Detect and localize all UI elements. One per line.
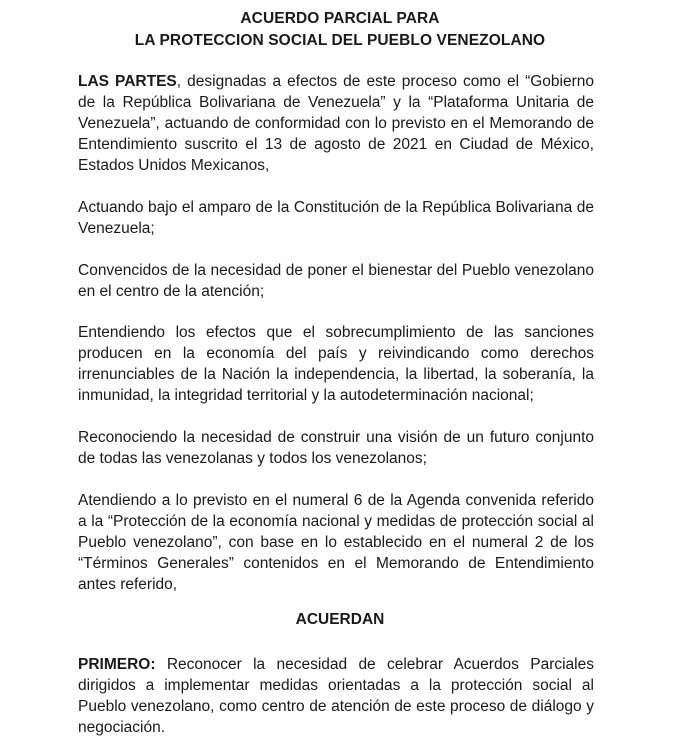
paragraph-lead-primero: PRIMERO: — [78, 656, 156, 673]
document-title-line1: ACUERDO PARCIAL PARA — [240, 10, 440, 27]
paragraph-convencidos: Convencidos de la necesidad de poner el bienestar del Pueblo venezolano en el centro de la atención; — [78, 262, 594, 300]
paragraph-reconociendo: Reconociendo la necesidad de construir una visión de un futuro conjunto de todas las venezolanas y todos los venezolanos; — [78, 429, 594, 467]
paragraph-entendiendo: Entendiendo los efectos que el sobrecumplimiento de las sanciones producen en la economía del país y reivindicando como derechos irrenunciables de la Nación la independencia, la libertad, la soberanía, la inmunidad, la integridad territorial y la autodeterminación nacional; — [78, 324, 594, 404]
paragraph-text-las-partes: , designadas a efectos de este proceso como el “Gobierno de la República Bolivariana de Venezuela” y la “Plataforma Unitaria de Venezuela”, actuando de conformidad con lo previsto en el Memorando de Entendimiento suscrito el 13 de agosto de 2021 en Ciudad de México, Estados Unidos Mexicanos, — [78, 73, 594, 174]
section-heading-acuerdan: ACUERDAN — [295, 611, 385, 628]
paragraph-lead-las-partes: LAS PARTES — [78, 73, 177, 90]
paragraph-actuando: Actuando bajo el amparo de la Constitución de la República Bolivariana de Venezuela; — [78, 199, 594, 237]
paragraph-primero — [78, 654, 594, 738]
paragraph-atendiendo: Atendiendo a lo previsto en el numeral 6 de la Agenda convenida referido a la “Protección de la economía nacional y medidas de protección social al Pueblo venezolano”, con base en lo establecido en el numeral 2 de los “Términos Generales” contenidos en el Memorando de Entendimiento antes referido, — [78, 492, 594, 593]
paragraph-text-primero: Reconocer la necesidad de celebrar Acuerdos Parciales dirigidos a implementar medidas orientadas a la protección social al Pueblo venezolano, como centro de atención de este proceso de diálogo y negociación. — [78, 656, 594, 736]
paragraph-las-partes — [78, 71, 594, 176]
document-title-line2: LA PROTECCION SOCIAL DEL PUEBLO VENEZOLANO — [134, 32, 546, 49]
